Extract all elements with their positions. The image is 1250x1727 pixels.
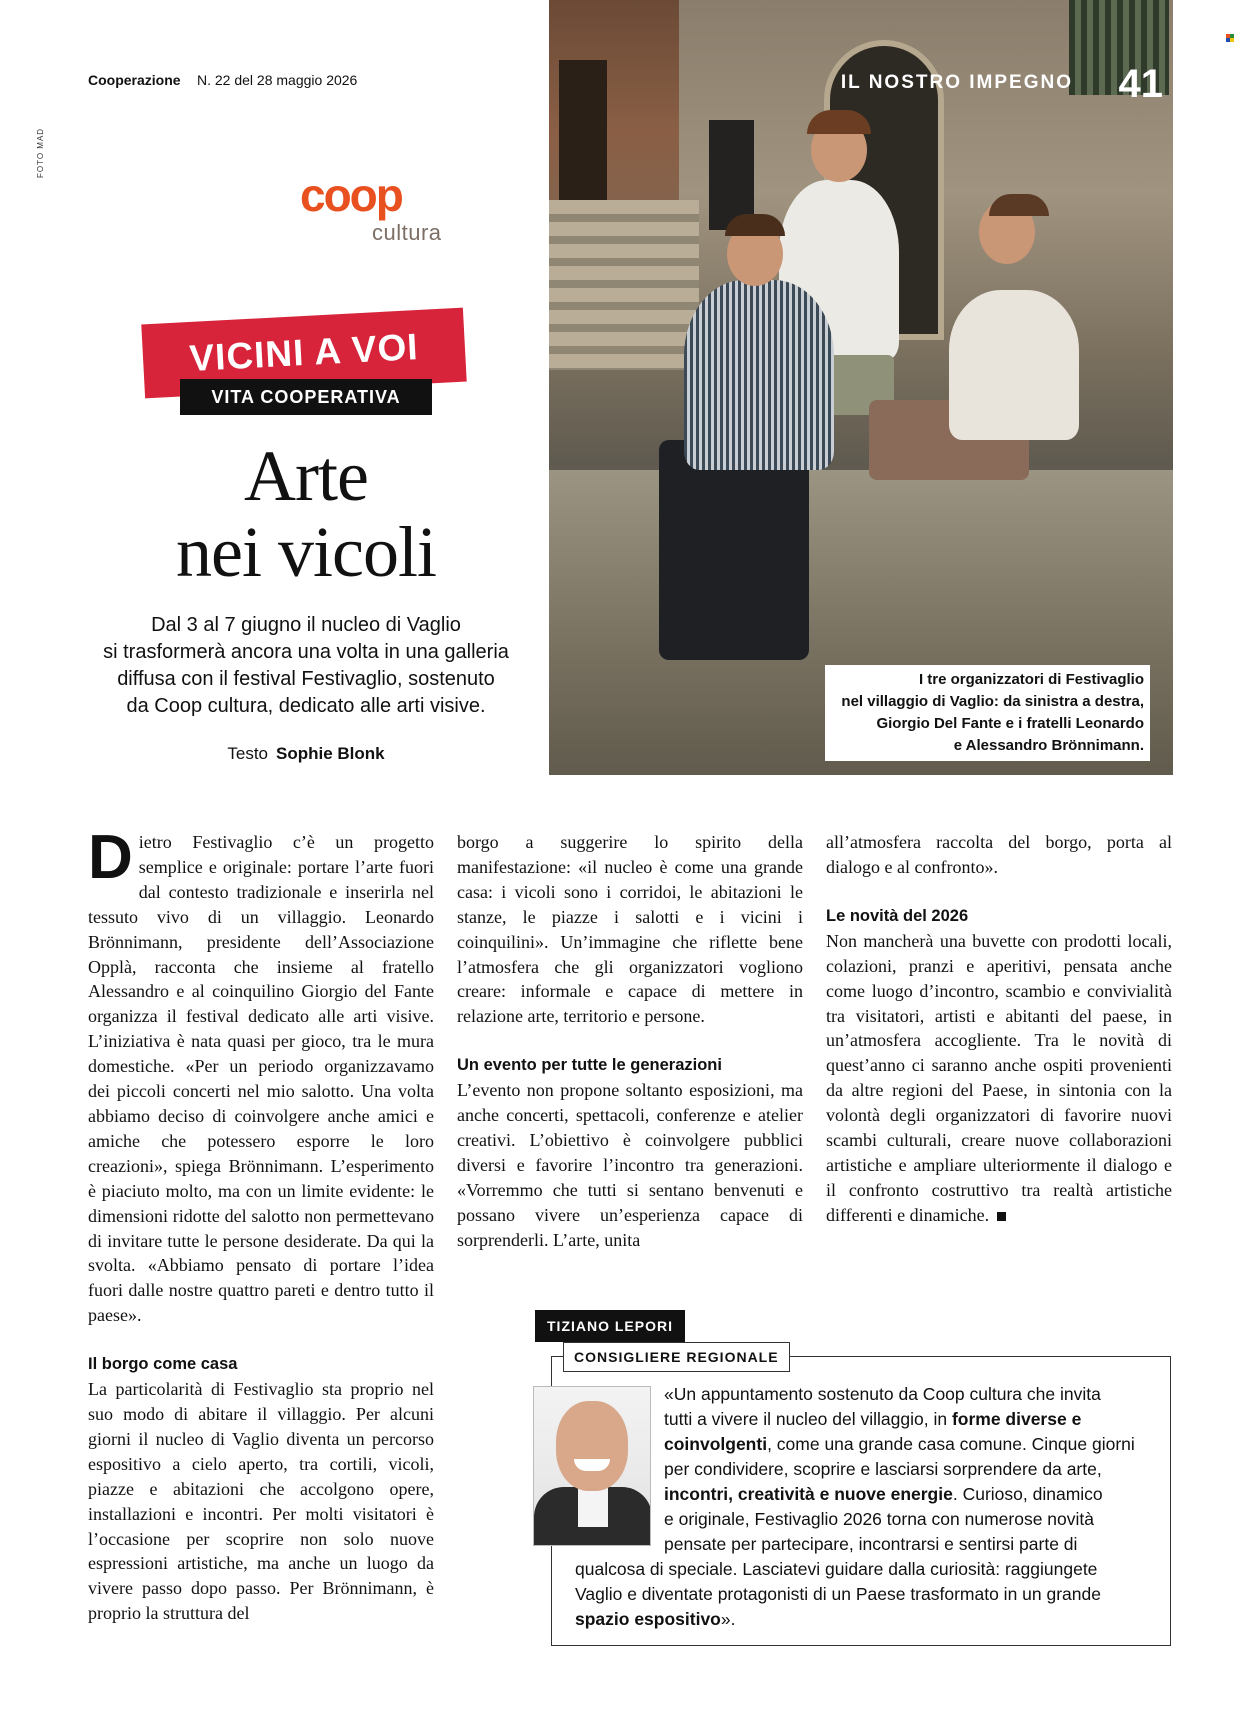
rubric-sub-label: VITA COOPERATIVA xyxy=(211,386,401,407)
quote-fragment: tutti a vivere il nucleo del villaggio, in xyxy=(664,1409,952,1429)
subheading: Il borgo come casa xyxy=(88,1355,238,1374)
page-number: 41 xyxy=(1118,62,1163,106)
photo-stairs xyxy=(549,200,699,370)
quote-line: «Un appuntamento sostenuto da Coop cultura che invita xyxy=(664,1384,1101,1404)
photo-hair-right xyxy=(989,194,1049,216)
quote-line: Vaglio e diventate protagonisti di un Paese trasformato in un grande xyxy=(575,1584,1101,1604)
photo-person-right xyxy=(949,290,1079,440)
title-line-2: nei vicoli xyxy=(176,512,436,592)
article-lead xyxy=(88,612,524,720)
portrait-collar xyxy=(578,1487,608,1527)
quote-line: e originale, Festivaglio 2026 torna con numerose novità xyxy=(664,1509,1094,1529)
print-color-mark-icon xyxy=(1226,34,1234,42)
subheading: Un evento per tutte le generazioni xyxy=(457,1056,722,1075)
logo-cultura-text: cultura xyxy=(372,220,442,245)
byline xyxy=(88,744,524,764)
quote-line xyxy=(664,1432,1164,1457)
paragraph-text: Non mancherà una buvette con prodotti locali, colazioni, pranzi e aperitivi, pensata anche come luogo d’incontro, scambio e convivialità tra visitatori, artisti e abitanti del paese, in un’atmosfera accogliente. Tra le novità di quest’anno ci saranno anche ospiti provenienti da altre regioni del Paese, in sintonia con la volontà degli organizzatori di favorire nuovi scambi culturali, creare nuove collaborazioni artistiche e ampliare ulteriormente il dialogo e il confronto costruttivo tra realtà artistiche differenti e dinamiche. xyxy=(826,930,1172,1225)
quote-author-tag xyxy=(535,1310,685,1342)
paragraph xyxy=(88,823,434,1328)
byline-author: Sophie Blonk xyxy=(276,744,385,763)
article-column-1 xyxy=(88,823,434,1626)
lead-line: da Coop cultura, dedicato alle arti visive. xyxy=(126,695,486,717)
quote-emphasis: forme diverse e xyxy=(951,1409,1082,1429)
photo-hair-left xyxy=(725,214,785,236)
quote-author-name: TIZIANO LEPORI xyxy=(547,1318,673,1334)
subheading: Le novità del 2026 xyxy=(826,906,969,925)
quote-author-portrait xyxy=(533,1386,651,1546)
quote-fragment: , come una grande casa comune. Cinque giorni xyxy=(767,1434,1135,1454)
quote-line: pensate per partecipare, incontrarsi e sentirsi parte di xyxy=(664,1534,1078,1554)
quote-fragment: ». xyxy=(720,1609,736,1629)
rubric-main-label: VICINI A VOI xyxy=(188,326,420,379)
article-column-3 xyxy=(826,830,1172,1228)
lead-line: si trasformerà ancora una volta in una galleria xyxy=(103,641,509,663)
logo-coop-text: coop xyxy=(300,169,402,221)
photo-person-left xyxy=(684,280,834,470)
paragraph: La particolarità di Festivaglio sta proprio nel suo modo di abitare il villaggio. Per alcuni giorni il nucleo di Vaglio diventa un percorso espositivo a cielo aperto, tra cortili, vicoli, piazze e abitazioni che accolgono opere, installazioni e incontri. Per molti visitatori è l’occasione per scoprire non solo nuove espressioni artistiche, ma anche un luogo da vivere passo dopo passo. Per Brönnimann, è proprio la struttura del xyxy=(88,1379,434,1624)
photo-credit: FOTO MAD xyxy=(36,127,45,178)
dropcap: D xyxy=(88,823,133,892)
photo-door xyxy=(559,60,607,200)
publication-name: Cooperazione xyxy=(88,72,181,88)
photo-person-left-trousers xyxy=(659,440,809,660)
photo-caption xyxy=(825,665,1150,761)
issue-date: N. 22 del 28 maggio 2026 xyxy=(197,72,358,88)
byline-label: Testo xyxy=(227,744,268,763)
end-mark-icon xyxy=(997,1212,1006,1221)
paragraph: borgo a suggerire lo spirito della manifestazione: «il nucleo è come una grande casa: i vicoli sono i corridoi, le abitazioni le stanze, le piazze i salotti e i vicini i coinquilini». Un’immagine che riflette bene l’atmosfera che gli organizzatori vogliono creare: informale e capace di mettere in relazione arte, territorio e persone. xyxy=(457,832,803,1027)
quote-line xyxy=(664,1407,1164,1432)
paragraph: L’evento non propone soltanto esposizioni, ma anche concerti, spettacoli, conferenze e atelier creativi. L’obiettivo è coinvolgere pubblici diversi e favorire l’incontro tra generazioni. «Vorremmo che tutti si sentano benvenuti e possano vivere un’esperienza capace di sorprenderli. L’arte, unita xyxy=(457,1080,803,1250)
coop-cultura-logo xyxy=(300,169,470,252)
quote-role-tag xyxy=(563,1342,790,1372)
quote-text-continued xyxy=(575,1557,1155,1632)
lead-line: Dal 3 al 7 giugno il nucleo di Vaglio xyxy=(151,614,461,636)
quote-line xyxy=(664,1482,1164,1507)
quote-line: qualcosa di speciale. Lasciatevi guidare dalla curiosità: raggiungete xyxy=(575,1559,1098,1579)
article-title xyxy=(88,438,524,590)
quote-line xyxy=(575,1607,1155,1632)
caption-line: I tre organizzatori di Festivaglio xyxy=(918,671,1144,688)
quote-emphasis: spazio espositivo xyxy=(575,1609,721,1629)
quote-emphasis: coinvolgenti xyxy=(664,1434,768,1454)
title-line-1: Arte xyxy=(244,436,368,516)
quote-text xyxy=(664,1382,1164,1557)
portrait-face xyxy=(556,1401,628,1491)
paragraph: all’atmosfera raccolta del borgo, porta al dialogo e al confronto». xyxy=(826,832,1172,877)
quote-author-role: CONSIGLIERE REGIONALE xyxy=(574,1349,779,1365)
quote-emphasis: incontri, creatività e nuove energie xyxy=(664,1484,953,1504)
quote-fragment: . Curioso, dinamico xyxy=(952,1484,1103,1504)
caption-line: e Alessandro Brönnimann. xyxy=(953,737,1144,754)
quote-line: per condividere, scoprire e lasciarsi sorprendere da arte, xyxy=(664,1459,1102,1479)
caption-line: Giorgio Del Fante e i fratelli Leonardo xyxy=(876,715,1144,732)
rubric-sub xyxy=(180,379,432,415)
caption-line: nel villaggio di Vaglio: da sinistra a destra, xyxy=(841,693,1144,710)
paragraph xyxy=(826,929,1172,1228)
lead-line: diffusa con il festival Festivaglio, sostenuto xyxy=(117,668,495,690)
paragraph-text: ietro Festivaglio c’è un progetto semplice e originale: portare l’arte fuori dal contesto tradizionale e inserirla nel tessuto vivo di un villaggio. Leonardo Brönnimann, presidente dell’Associazione Opplà, racconta che insieme al fratello Alessandro e al coinquilino Giorgio del Fante organizza il festival dedicato alle arti visive. L’iniziativa è nata quasi per gioco, tra le mura domestiche. «Per un periodo organizzavamo dei piccoli concerti nel mio salotto. Una volta abbiamo deciso di coinvolgere anche amici e amiche che potessero esporre le loro creazioni», spiega Brönnimann. L’esperimento è piaciuto molto, ma con un limite evidente: le dimensioni ridotte del salotto non permettevano di invitare tutte le persone desiderate. Da qui la svolta. «Abbiamo pensato di portare l’idea fuori dalle nostre quattro pareti e dentro tutto il paese». xyxy=(88,832,434,1326)
article-photo xyxy=(549,0,1173,775)
article-column-2 xyxy=(457,830,803,1253)
section-label: IL NOSTRO IMPEGNO xyxy=(840,72,1073,93)
